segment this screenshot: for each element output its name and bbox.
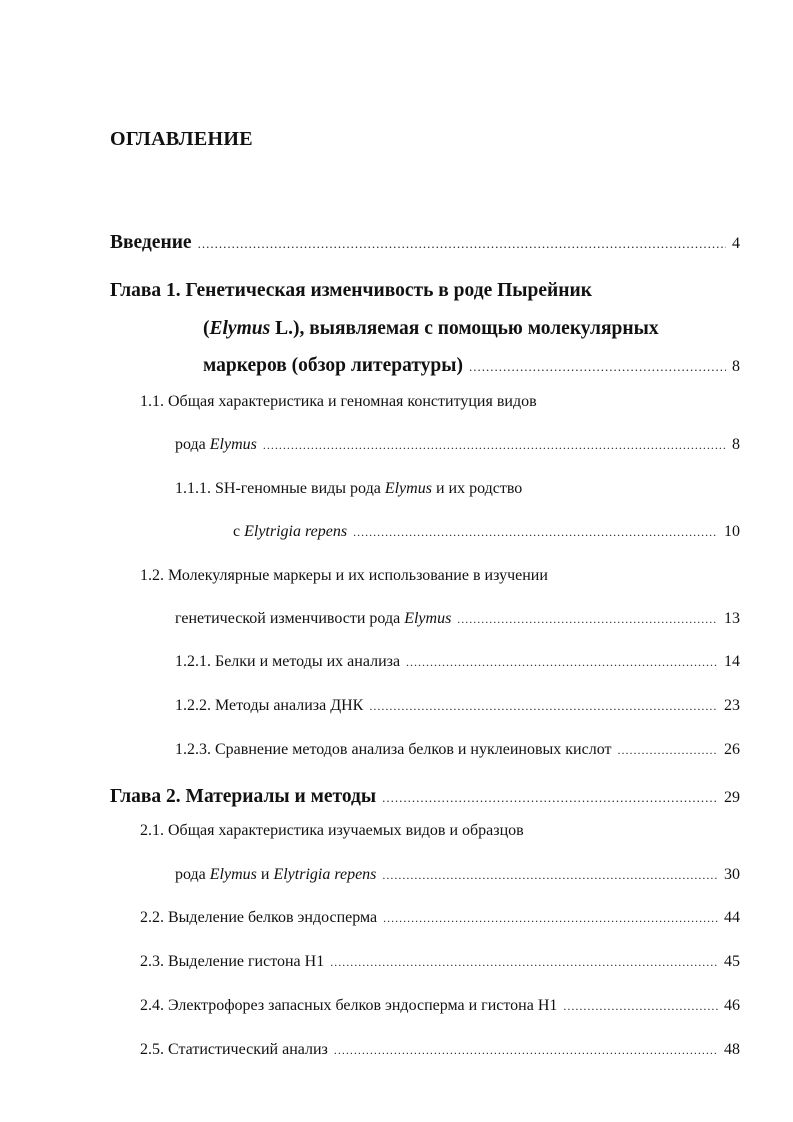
toc-page-number: 10 [724,523,740,540]
toc-section-2-1-line2[interactable] [175,866,740,884]
toc-entry-title: 1.2.2. Методы анализа ДНК [175,697,364,714]
toc-section-2-4[interactable] [140,997,740,1015]
leader-dots [334,1043,718,1058]
toc-page-number: 8 [732,358,740,375]
toc-entry-title: с Elytrigia repens [233,523,348,540]
toc-entry-title: 2.5. Статистический анализ [140,1041,328,1058]
toc-entry-title: 2.2. Выделение белков эндосперма [140,909,378,926]
page-title: ОГЛАВЛЕНИЕ [110,128,253,150]
toc-section-2-1-line1[interactable]: 2.1. Общая характеристика изучаемых видов и образцов [140,822,524,839]
toc-entry-title: 1.2.1. Белки и методы их анализа [175,653,401,670]
toc-section-1-2-3[interactable] [175,741,740,759]
genus-name: Elymus [209,318,271,339]
toc-chapter2[interactable] [110,786,740,808]
toc-entry-title: 2.4. Электрофорез запасных белков эндосперма и гистона Н1 [140,997,558,1014]
toc-entry-title: рода Elymus и Elytrigia repens [175,866,377,883]
leader-dots [330,955,718,970]
toc-chapter1-line3[interactable] [203,355,740,377]
chapter1-line2-rest: L.), выявляемая с помощью молекулярных [270,318,659,339]
toc-page-number: 23 [724,697,740,714]
leader-dots [263,438,726,453]
leader-dots [457,612,718,627]
toc-page-number: 46 [724,997,740,1014]
leader-dots [617,743,718,758]
toc-section-1-2-line2[interactable] [175,610,740,628]
toc-section-1-1-1-line2[interactable] [233,523,740,541]
leader-dots [382,790,718,806]
toc-entry-title: рода Elymus [175,436,257,453]
toc-entry-title: Введение [110,232,192,253]
leader-dots [406,655,718,670]
toc-section-1-1-1-line1[interactable]: 1.1.1. SH-геномные виды рода Elymus и их родство [175,480,523,497]
toc-section-1-2-line1[interactable]: 1.2. Молекулярные маркеры и их использование в изучении [140,567,548,584]
toc-chapter1-line1[interactable]: Глава 1. Генетическая изменчивость в роде Пырейник [110,280,592,301]
toc-page-number: 44 [724,909,740,926]
toc-page-number: 30 [724,866,740,883]
toc-page-number: 4 [732,235,740,252]
leader-dots [353,525,718,540]
toc-entry-intro[interactable] [110,232,740,254]
toc-section-1-1-line2[interactable] [175,436,740,454]
toc-section-2-3[interactable] [140,953,740,971]
toc-page-number: 26 [724,741,740,758]
leader-dots [382,868,718,883]
toc-page-number: 45 [724,953,740,970]
leader-dots [469,359,726,375]
leader-dots [563,999,718,1014]
leader-dots [369,699,718,714]
toc-entry-title: генетической изменчивости рода Elymus [175,610,452,627]
toc-page-number: 29 [724,789,740,806]
toc-entry-title: маркеров (обзор литературы) [203,355,463,376]
paren-open: ( [203,318,210,339]
toc-section-1-1-line1[interactable]: 1.1. Общая характеристика и геномная конституция видов [140,393,537,410]
toc-section-2-2[interactable] [140,909,740,927]
toc-section-2-5[interactable] [140,1041,740,1059]
leader-dots [383,911,718,926]
toc-page-number: 14 [724,653,740,670]
toc-page-number: 48 [724,1041,740,1058]
toc-entry-title: 1.2.3. Сравнение методов анализа белков и нуклеиновых кислот [175,741,612,758]
toc-section-1-2-1[interactable] [175,653,740,671]
toc-page-number: 13 [724,610,740,627]
leader-dots [198,236,726,252]
toc-section-1-2-2[interactable] [175,697,740,715]
toc-page-number: 8 [732,436,740,453]
toc-entry-title: 2.3. Выделение гистона Н1 [140,953,325,970]
toc-entry-title: Глава 2. Материалы и методы [110,786,377,807]
toc-chapter1-line2[interactable] [203,318,659,340]
